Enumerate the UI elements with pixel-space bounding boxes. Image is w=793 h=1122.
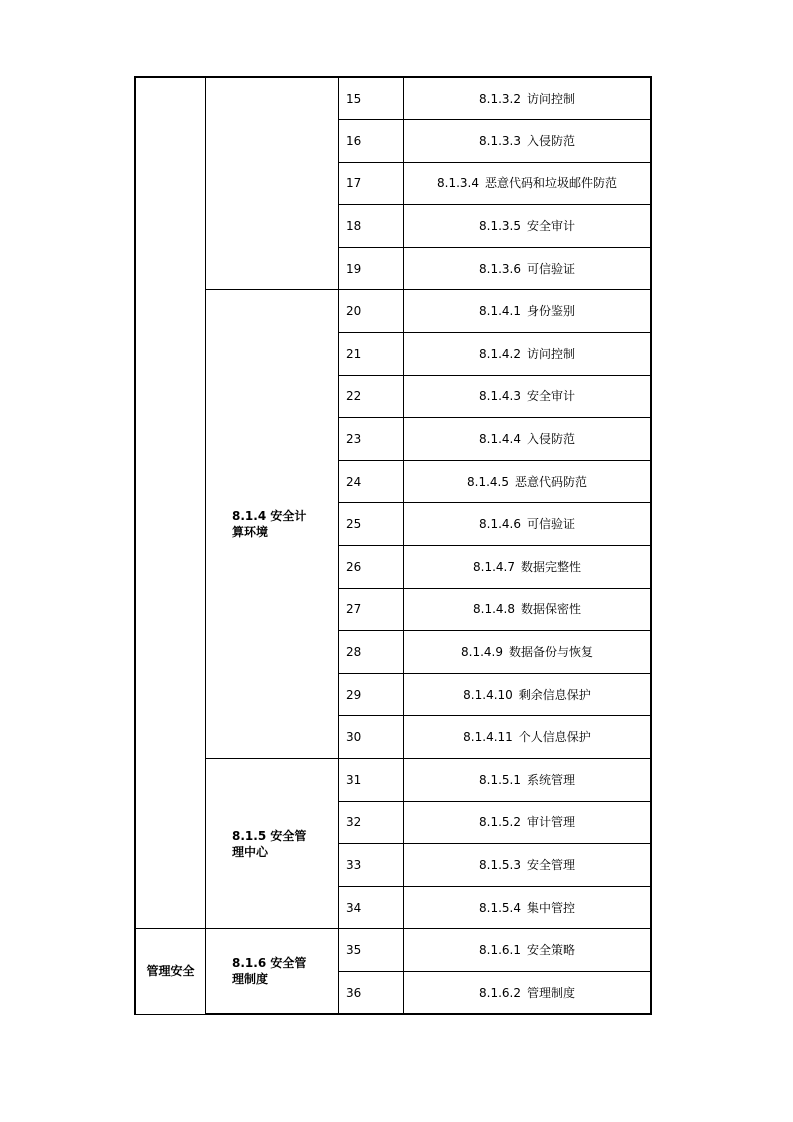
- item-cell: [404, 205, 652, 248]
- table-row: [135, 77, 651, 120]
- item-code: 8.1.4.11: [463, 730, 513, 745]
- item-code: 8.1.3.3: [479, 133, 521, 148]
- subcategory-label: 8.1.6 安全管理制度: [232, 956, 307, 987]
- item-code: 8.1.3.6: [479, 261, 521, 276]
- item-title: 数据备份与恢复: [508, 645, 593, 660]
- item-title: 可信验证: [526, 517, 575, 532]
- item-title: 个人信息保护: [518, 730, 591, 745]
- item-cell: [404, 546, 652, 589]
- item-title: 访问控制: [526, 346, 575, 361]
- item-title: 剩余信息保护: [518, 687, 591, 702]
- item-title: 管理制度: [526, 985, 575, 1000]
- row-number: 32: [339, 801, 404, 844]
- item-code: 8.1.4.2: [479, 346, 521, 361]
- row-number: 18: [339, 205, 404, 248]
- item-code: 8.1.4.7: [473, 559, 515, 574]
- item-code: 8.1.5.3: [479, 857, 521, 872]
- item-code: 8.1.4.3: [479, 389, 521, 404]
- row-number: 29: [339, 673, 404, 716]
- item-code: 8.1.4.1: [479, 304, 521, 319]
- row-number: 16: [339, 120, 404, 163]
- item-cell: [404, 503, 652, 546]
- item-code: 8.1.3.5: [479, 219, 521, 234]
- category-cell: 管理安全: [135, 929, 206, 1014]
- row-number: 20: [339, 290, 404, 333]
- item-cell: [404, 759, 652, 802]
- item-code: 8.1.4.9: [461, 645, 503, 660]
- row-number: 24: [339, 460, 404, 503]
- item-cell: [404, 333, 652, 376]
- item-cell: [404, 716, 652, 759]
- item-title: 入侵防范: [526, 133, 575, 148]
- table-row: [135, 290, 651, 333]
- item-cell: [404, 247, 652, 290]
- item-code: 8.1.4.8: [473, 602, 515, 617]
- item-title: 集中管控: [526, 900, 575, 915]
- item-code: 8.1.4.10: [463, 687, 513, 702]
- item-cell: [404, 120, 652, 163]
- row-number: 36: [339, 971, 404, 1014]
- subcategory-cell-blank: [206, 77, 339, 290]
- row-number: 35: [339, 929, 404, 972]
- item-cell: [404, 886, 652, 929]
- item-cell: [404, 77, 652, 120]
- item-cell: [404, 588, 652, 631]
- item-title: 恶意代码和垃圾邮件防范: [484, 176, 617, 191]
- item-cell: [404, 162, 652, 205]
- item-title: 可信验证: [526, 261, 575, 276]
- item-code: 8.1.4.5: [467, 474, 509, 489]
- row-number: 22: [339, 375, 404, 418]
- item-code: 8.1.6.1: [479, 943, 521, 958]
- item-code: 8.1.4.4: [479, 432, 521, 447]
- item-title: 访问控制: [526, 91, 575, 106]
- item-cell: [404, 460, 652, 503]
- item-title: 身份鉴别: [526, 304, 575, 319]
- item-cell: [404, 673, 652, 716]
- subcategory-label: 8.1.4 安全计算环境: [232, 509, 307, 540]
- item-cell: [404, 844, 652, 887]
- item-code: 8.1.5.4: [479, 900, 521, 915]
- item-code: 8.1.5.2: [479, 815, 521, 830]
- item-title: 安全审计: [526, 219, 575, 234]
- row-number: 34: [339, 886, 404, 929]
- subcategory-cell: [206, 759, 339, 929]
- item-code: 8.1.3.4: [437, 176, 479, 191]
- item-code: 8.1.5.1: [479, 772, 521, 787]
- row-number: 30: [339, 716, 404, 759]
- row-number: 17: [339, 162, 404, 205]
- row-number: 33: [339, 844, 404, 887]
- row-number: 23: [339, 418, 404, 461]
- item-title: 安全管理: [526, 857, 575, 872]
- item-title: 恶意代码防范: [514, 474, 587, 489]
- row-number: 19: [339, 247, 404, 290]
- row-number: 26: [339, 546, 404, 589]
- item-title: 入侵防范: [526, 432, 575, 447]
- row-number: 15: [339, 77, 404, 120]
- subcategory-cell: [206, 290, 339, 759]
- table-row: [135, 929, 651, 972]
- requirements-table: [134, 76, 652, 1015]
- item-title: 审计管理: [526, 815, 575, 830]
- item-cell: [404, 418, 652, 461]
- item-title: 安全策略: [526, 943, 575, 958]
- item-code: 8.1.4.6: [479, 517, 521, 532]
- subcategory-label: 8.1.5 安全管理中心: [232, 828, 307, 859]
- item-cell: [404, 929, 652, 972]
- item-title: 安全审计: [526, 389, 575, 404]
- item-title: 数据保密性: [520, 602, 581, 617]
- subcategory-cell: [206, 929, 339, 1014]
- item-title: 数据完整性: [520, 559, 581, 574]
- item-cell: [404, 801, 652, 844]
- item-code: 8.1.6.2: [479, 985, 521, 1000]
- item-cell: [404, 290, 652, 333]
- item-code: 8.1.3.2: [479, 91, 521, 106]
- row-number: 28: [339, 631, 404, 674]
- row-number: 25: [339, 503, 404, 546]
- row-number: 27: [339, 588, 404, 631]
- category-cell-blank: [135, 77, 206, 929]
- row-number: 21: [339, 333, 404, 376]
- row-number: 31: [339, 759, 404, 802]
- item-cell: [404, 971, 652, 1014]
- item-cell: [404, 631, 652, 674]
- table-row: [135, 759, 651, 802]
- item-cell: [404, 375, 652, 418]
- item-title: 系统管理: [526, 772, 575, 787]
